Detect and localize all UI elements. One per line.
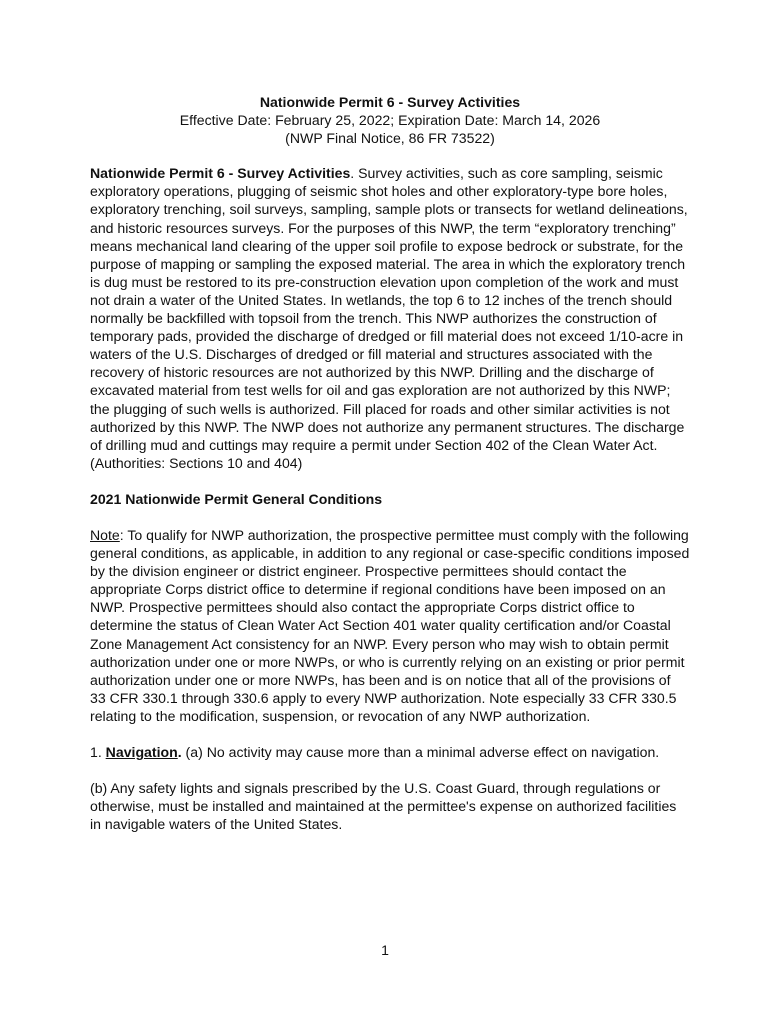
general-conditions-heading: 2021 Nationwide Permit General Conditions [90, 490, 383, 507]
document-header [90, 93, 690, 147]
navigation-number: 1. [90, 744, 106, 760]
nwp6-paragraph [90, 164, 690, 472]
navigation-a-text: (a) No activity may cause more than a minimal adverse effect on navigation. [181, 744, 660, 760]
page-number: 1 [381, 942, 389, 958]
note-body: : To qualify for NWP authorization, the prospective permittee must comply with the following general conditions, as applicable, in addition to any regional or case-specific conditions imposed by the division engineer or district engineer. Prospective permittees should contact the appropriate Corps district office to determine if regional conditions have been imposed on an NWP. Prospective permittees should also contact the appropriate Corps district office to determine the status of Clean Water Act Section 401 water quality certification and/or Coastal Zone Management Act consistency for an NWP. Every person who may wish to obtain permit authorization under one or more NWPs, or who is currently relying on an existing or prior permit authorization under one or more NWPs, has been and is on notice that all of the provisions of 33 CFR 330.1 through 330.6 apply to every NWP authorization. Note especially 33 CFR 330.5 relating to the modification, suspension, or revocation of any NWP authorization. [90, 526, 690, 724]
note-label: Note [90, 526, 120, 543]
document-title: Nationwide Permit 6 - Survey Activities [259, 94, 521, 110]
nwp6-body: . Survey activities, such as core sampling, seismic exploratory operations, plugging of seismic shot holes and other exploratory-type bore holes, exploratory trenching, soil surveys, sampling, sample plots or transects for wetland delineations, and historic resources surveys. For the purposes of this NWP, the term “exploratory trenching” means mechanical land clearing of the upper soil profile to expose bedrock or substrate, for the purpose of mapping or sampling the exposed material. The area in which the exploratory trench is dug must be restored to its pre-construction elevation upon completion of the work and must not drain a water of the United States. In wetlands, the top 6 to 12 inches of the trench should normally be backfilled with topsoil from the trench. This NWP authorizes the construction of temporary pads, provided the discharge of dredged or fill material does not exceed 1/10-acre in waters of the U.S. Discharges of dredged or fill material and structures associated with the recovery of historic resources are not authorized by this NWP. Drilling and the discharge of excavated material from test wells for oil and gas exploration are not authorized by this NWP; the plugging of such wells is authorized. Fill placed for roads and other similar activities is not authorized by this NWP. The NWP does not authorize any permanent structures. The discharge of drilling mud and cuttings may require a permit under Section 402 of the Clean Water Act. (Authorities: Sections 10 and 404) [90, 165, 688, 471]
navigation-paragraph-b: (b) Any safety lights and signals prescribed by the U.S. Coast Guard, through regulations or otherwise, must be installed and maintained at the permittee's expense on authorized facilities in navigable waters of the United States. [90, 780, 677, 833]
nwp6-lead: Nationwide Permit 6 - Survey Activities [90, 165, 351, 182]
navigation-title: Navigation [105, 744, 178, 760]
navigation-paragraph-a [90, 743, 690, 761]
effective-dates: Effective Date: February 25, 2022; Expiration Date: March 14, 2026 [179, 112, 601, 129]
navigation-title-period: . [177, 744, 182, 760]
final-notice-citation: (NWP Final Notice, 86 FR 73522) [285, 130, 495, 147]
note-paragraph [90, 526, 690, 725]
page-content [90, 93, 690, 851]
